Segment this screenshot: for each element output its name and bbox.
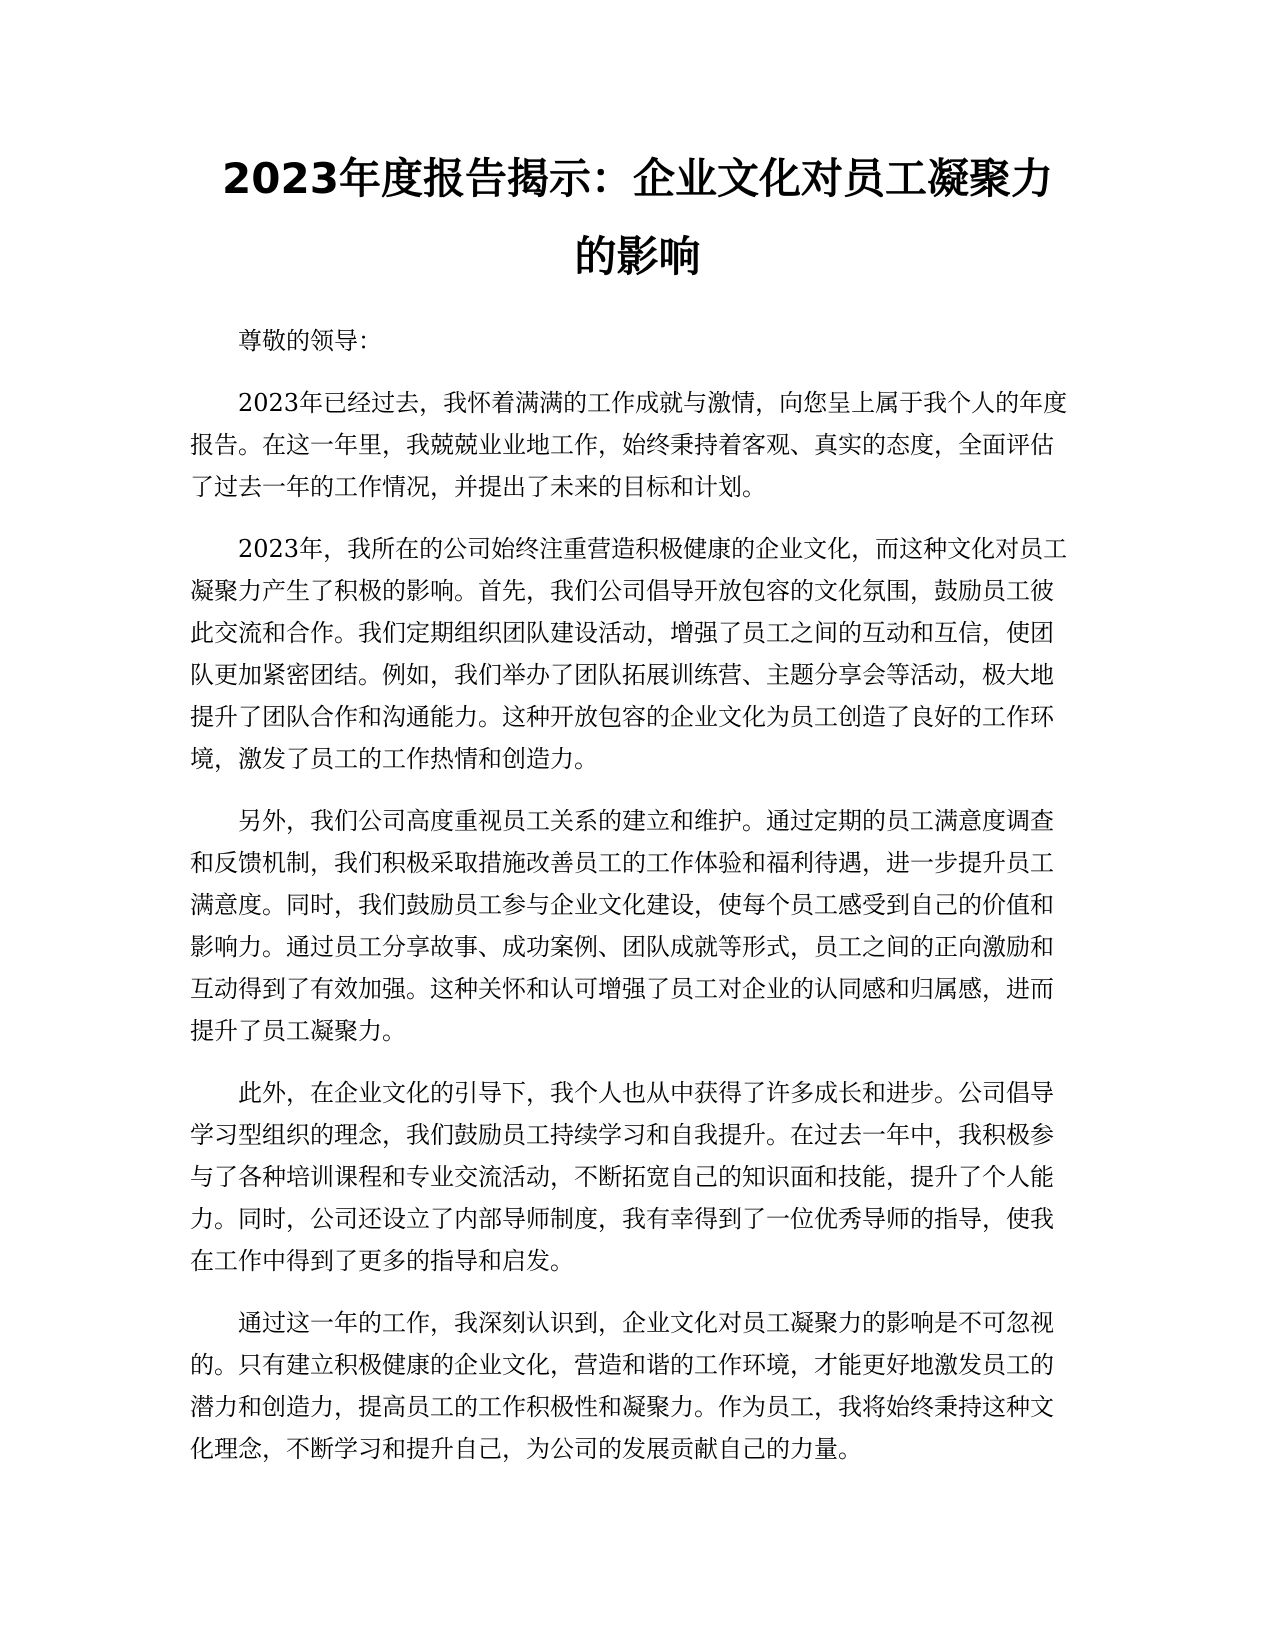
paragraph-line: 队更加紧密团结。例如，我们举办了团队拓展训练营、主题分享会等活动，极大地: [190, 661, 1054, 689]
paragraph-line: 另外，我们公司高度重视员工关系的建立和维护。通过定期的员工满意度调查: [238, 807, 1054, 835]
page-title: [180, 140, 1095, 296]
paragraph-line: 提升了员工凝聚力。: [190, 1017, 406, 1045]
paragraph-line: 提升了团队合作和沟通能力。这种开放包容的企业文化为员工创造了良好的工作环: [190, 703, 1054, 731]
paragraph-4: [190, 1072, 1090, 1282]
title-line-2: 的影响: [574, 232, 701, 281]
paragraph-line: 力。同时，公司还设立了内部导师制度，我有幸得到了一位优秀导师的指导，使我: [190, 1205, 1054, 1233]
salutation-text: 尊敬的领导：: [238, 327, 382, 355]
paragraph-line: 2023年，我所在的公司始终注重营造积极健康的企业文化，而这种文化对员工: [238, 535, 1068, 563]
paragraph-line: 报告。在这一年里，我兢兢业业地工作，始终秉持着客观、真实的态度，全面评估: [190, 431, 1054, 459]
paragraph-5: [190, 1302, 1090, 1470]
paragraph-line: 此外，在企业文化的引导下，我个人也从中获得了许多成长和进步。公司倡导: [238, 1079, 1054, 1107]
paragraph-line: 与了各种培训课程和专业交流活动，不断拓宽自己的知识面和技能，提升了个人能: [190, 1163, 1054, 1191]
paragraph-line: 的。只有建立积极健康的企业文化，营造和谐的工作环境，才能更好地激发员工的: [190, 1351, 1054, 1379]
paragraph-line: 潜力和创造力，提高员工的工作积极性和凝聚力。作为员工，我将始终秉持这种文: [190, 1393, 1054, 1421]
paragraph-line: 2023年已经过去，我怀着满满的工作成就与激情，向您呈上属于我个人的年度: [238, 389, 1068, 417]
salutation: [190, 320, 1090, 362]
paragraph-line: 了过去一年的工作情况，并提出了未来的目标和计划。: [190, 473, 766, 501]
paragraph-line: 此交流和合作。我们定期组织团队建设活动，增强了员工之间的互动和互信，使团: [190, 619, 1054, 647]
paragraph-line: 学习型组织的理念，我们鼓励员工持续学习和自我提升。在过去一年中，我积极参: [190, 1121, 1054, 1149]
paragraph-line: 满意度。同时，我们鼓励员工参与企业文化建设，使每个员工感受到自己的价值和: [190, 891, 1054, 919]
paragraph-line: 影响力。通过员工分享故事、成功案例、团队成就等形式，员工之间的正向激励和: [190, 933, 1054, 961]
paragraph-line: 境，激发了员工的工作热情和创造力。: [190, 745, 598, 773]
title-line-1: 2023年度报告揭示：企业文化对员工凝聚力: [222, 154, 1053, 203]
paragraph-2: [190, 528, 1090, 780]
paragraph-line: 和反馈机制，我们积极采取措施改善员工的工作体验和福利待遇，进一步提升员工: [190, 849, 1054, 877]
paragraph-line: 化理念，不断学习和提升自己，为公司的发展贡献自己的力量。: [190, 1435, 862, 1463]
paragraph-line: 通过这一年的工作，我深刻认识到，企业文化对员工凝聚力的影响是不可忽视: [238, 1309, 1054, 1337]
paragraph-3: [190, 800, 1090, 1052]
report-body: [190, 320, 1090, 1470]
paragraph-line: 互动得到了有效加强。这种关怀和认可增强了员工对企业的认同感和归属感，进而: [190, 975, 1054, 1003]
paragraph-line: 在工作中得到了更多的指导和启发。: [190, 1247, 574, 1275]
paragraph-1: [190, 382, 1090, 508]
paragraph-line: 凝聚力产生了积极的影响。首先，我们公司倡导开放包容的文化氛围，鼓励员工彼: [190, 577, 1054, 605]
